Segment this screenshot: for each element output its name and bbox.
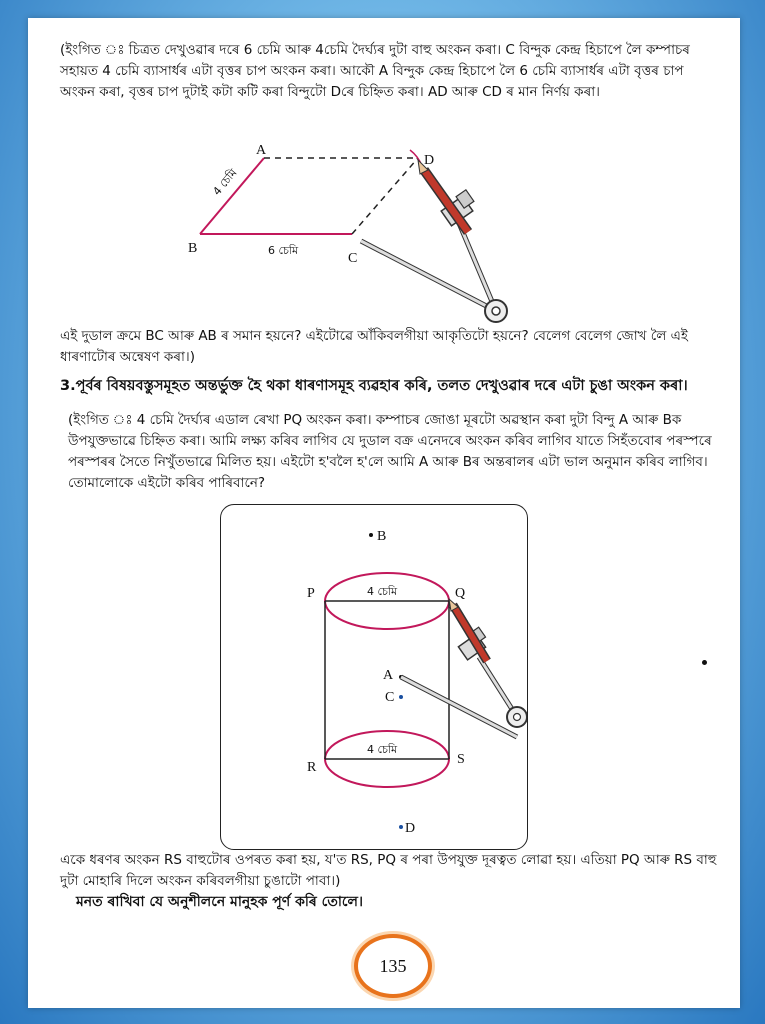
point-c-dot [399, 695, 403, 699]
page-number: 135 [379, 955, 407, 976]
label-ab-length: 4 চেমি [210, 166, 240, 198]
point-c-label: C [385, 690, 395, 705]
point-a-label: A [256, 143, 267, 158]
point-b-label: B [188, 241, 198, 256]
point-r-label: R [307, 760, 317, 775]
point-c-label: C [348, 251, 358, 266]
cylinder-construction-figure [221, 505, 527, 849]
reminder-text: মনত ৰাখিবা যে অনুশীলনে মানুহক পূৰ্ণ কৰি তোলে। [76, 894, 363, 910]
textbook-page [28, 18, 740, 1008]
compass-icon [401, 599, 527, 737]
point-d-label: D [405, 821, 416, 836]
hint-paragraph-1-continued: এই দুডাল ক্ৰমে BC আৰু AB ৰ সমান হয়নে? এইটোৱে আঁকিবলগীয়া আকৃতিটো হয়নে? বেলেগ বেলেগ জোখ লৈ এই ধাৰণাটোৰ অন্বেষণ কৰা।) [60, 328, 688, 365]
point-b-label: B [377, 529, 387, 544]
point-p-label: P [307, 586, 315, 601]
point-a-label: A [383, 668, 394, 683]
hint-paragraph-2-continued: একে ধৰণৰ অংকন RS বাহুটোৰ ওপৰত কৰা হয়, য'ত RS, PQ ৰ পৰা উপযুক্ত দূৰত্বত লোৱা হয়। এতিয়া PQ আৰু RS বাহু দুটা মোহাৰি দিলে অংকন কৰিবলগীয়া চুঙাটো পাবা।) [60, 852, 717, 889]
hint-paragraph-1: (ইংগিত ঃ চিত্ৰত দেখুওৱাৰ দৰে 6 চেমি আৰু 4চেমি দৈৰ্ঘ্যৰ দুটা বাহু অংকন কৰা। C বিন্দুক কেন্দ্ৰ হিচাপে লৈ কম্পাচৰ সহায়ত 4 চেমি ব্যাসাৰ্ধৰ এটা বৃত্তৰ চাপ অংকন কৰা। আকৌ A বিন্দুক কেন্দ্ৰ হিচাপে লৈ 6 চেমি ব্যাসাৰ্ধৰ এটা বৃত্তৰ চাপ অংকন কৰা, বৃত্তৰ চাপ দুটাই কটা কটি কৰা বিন্দুটো Dৰে চিহ্নিত কৰা। AD আৰু CD ৰ মান নিৰ্ণয় কৰা। [60, 42, 690, 100]
point-s-label: S [457, 752, 465, 767]
compass-icon [361, 160, 507, 322]
page-number-badge [354, 934, 432, 998]
segment-cd-dashed [352, 158, 418, 234]
quadrilateral-construction-figure [156, 136, 516, 336]
question-3: 3.পূৰ্বৰ বিষয়বস্তুসমূহত অন্তৰ্ভুক্ত হৈ থকা ধাৰণাসমূহ ব্যৱহাৰ কৰি, তলত দেখুওৱাৰ দৰে এটা চুঙা অংকন কৰা। [60, 378, 688, 394]
point-q-label: Q [455, 586, 466, 601]
label-pq-length: 4 চেমি [367, 585, 398, 598]
point-b-dot [369, 533, 373, 537]
cylinder-figure-box [220, 504, 528, 850]
stray-dot [702, 660, 707, 665]
hint-paragraph-2: (ইংগিত ঃ 4 চেমি দৈৰ্ঘ্যৰ এডাল ৰেখা PQ অংকন কৰা। কম্পাচৰ জোঙা মূৰটো অৱস্থান কৰা দুটা বিন্দু A আৰু Bক উপযুক্তভাৱে চিহ্নিত কৰা। আমি লক্ষ্য কৰিব লাগিব যে দুডাল বক্ৰ এনেদৰে অংকন কৰিব লাগিব যাতে সিহঁতবোৰ পৰস্পৰে পৰস্পৰৰ সৈতে নিখুঁতভাৱে মিলিত হয়। এইটো হ'বলৈ হ'লে আমি A আৰু Bৰ অন্তৰালৰ এটা ভাল অনুমান কৰিব লাগিব। তোমালোকে এইটো কৰিব পাৰিবানে? [68, 412, 712, 491]
point-d-label: D [424, 153, 435, 168]
point-d-dot [399, 825, 403, 829]
label-rs-length: 4 চেমি [367, 743, 398, 756]
label-bc-length: 6 চেমি [268, 244, 299, 257]
